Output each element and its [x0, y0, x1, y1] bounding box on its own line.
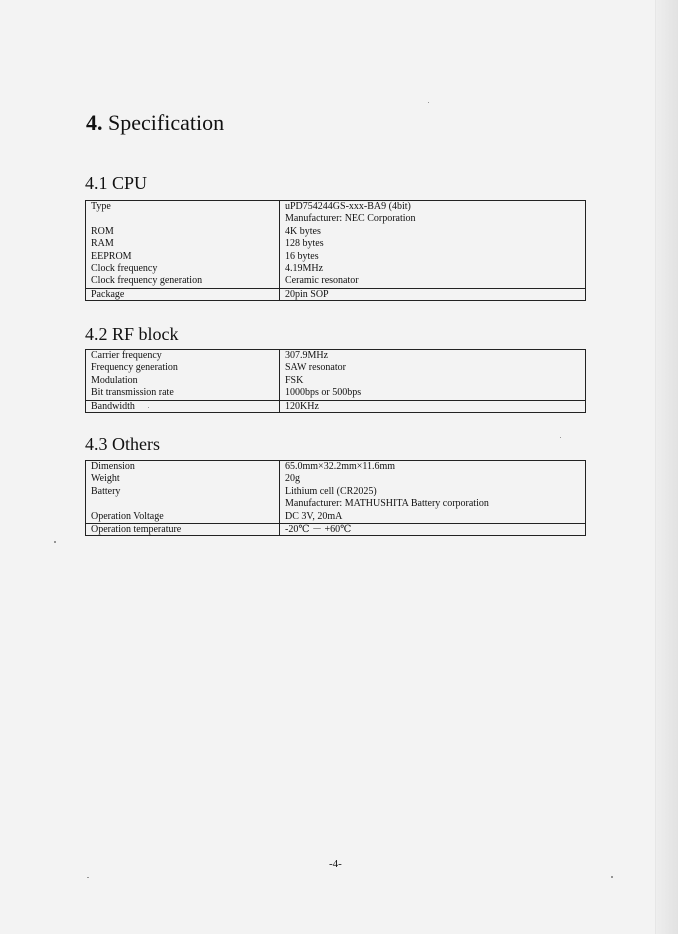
rf-item-label: Bandwidth — [86, 400, 279, 412]
scan-speck — [560, 437, 561, 438]
rf-item-label: Frequency generation — [91, 362, 178, 374]
rf-spec-table — [85, 349, 586, 413]
others-item-value: 65.0mm×32.2mm×11.6mm — [285, 461, 396, 472]
others-item-column — [86, 461, 280, 535]
rf-item-label: Bit transmission rate — [91, 387, 174, 399]
cpu-value-column — [280, 201, 585, 300]
cpu-item-column — [86, 201, 280, 300]
page-title — [86, 108, 224, 138]
rf-item-value: FSK — [285, 374, 304, 386]
rf-item-column — [86, 350, 280, 412]
others-item-value: -20℃ － +60℃ — [280, 523, 585, 535]
cpu-spec-table — [85, 200, 586, 301]
rf-item-value: SAW resonator — [285, 362, 346, 374]
cpu-item-value: 128 bytes — [285, 238, 324, 250]
rf-item-label: Carrier frequency — [91, 350, 162, 361]
scan-speck — [54, 541, 56, 543]
cpu-item-label: Clock frequency generation — [91, 275, 203, 287]
others-item-value: 20g — [285, 473, 300, 485]
others-item-label: Dimension — [91, 461, 135, 472]
cpu-item-label: EEPROM — [91, 250, 132, 262]
others-item-label: Operation temperature — [86, 523, 279, 535]
scan-speck — [611, 876, 613, 878]
cpu-item-label — [86, 213, 279, 225]
section-heading-others: 4.3 Others — [85, 434, 160, 454]
rf-item-value: 307.9MHz — [285, 350, 329, 361]
others-item-label — [86, 498, 279, 510]
rf-item-label: Modulation — [91, 374, 138, 386]
others-value-column — [280, 461, 585, 535]
title-text: Specification — [108, 110, 225, 135]
scan-speck — [148, 407, 149, 408]
cpu-item-label: ROM — [91, 225, 114, 237]
cpu-item-value: 4K bytes — [285, 225, 321, 237]
page-edge-shadow — [655, 0, 678, 934]
others-item-value: DC 3V, 20mA — [285, 510, 343, 522]
cpu-item-label: RAM — [91, 238, 114, 250]
page-number: -4- — [329, 858, 342, 870]
cpu-item-label: Type — [91, 201, 111, 212]
others-item-label: Operation Voltage — [91, 510, 164, 522]
scan-speck — [87, 877, 89, 878]
rf-value-column — [280, 350, 585, 412]
others-item-value: Lithium cell (CR2025) — [285, 485, 377, 497]
others-item-label: Weight — [91, 473, 120, 485]
cpu-item-value: Manufacturer: NEC Corporation — [285, 213, 416, 225]
section-heading-cpu: 4.1 CPU — [85, 173, 148, 193]
others-item-value: Manufacturer: MATHUSHITA Battery corporation — [285, 498, 489, 510]
rf-item-value: 120KHz — [280, 400, 585, 412]
section-heading-rf-block: 4.2 RF block — [85, 324, 179, 344]
scan-speck — [428, 102, 429, 103]
cpu-item-label: Package — [86, 288, 279, 300]
rf-item-value: 1000bps or 500bps — [285, 387, 362, 399]
others-item-label: Battery — [91, 485, 121, 497]
cpu-item-value: 20pin SOP — [280, 288, 585, 300]
cpu-item-value: 4.19MHz — [285, 262, 324, 274]
title-number: 4. — [86, 110, 103, 135]
cpu-item-label: Clock frequency — [91, 262, 158, 274]
cpu-item-value: uPD754244GS-xxx-BA9 (4bit) — [285, 201, 411, 212]
others-spec-table — [85, 460, 586, 536]
cpu-item-value: Ceramic resonator — [285, 275, 359, 287]
cpu-item-value: 16 bytes — [285, 250, 319, 262]
